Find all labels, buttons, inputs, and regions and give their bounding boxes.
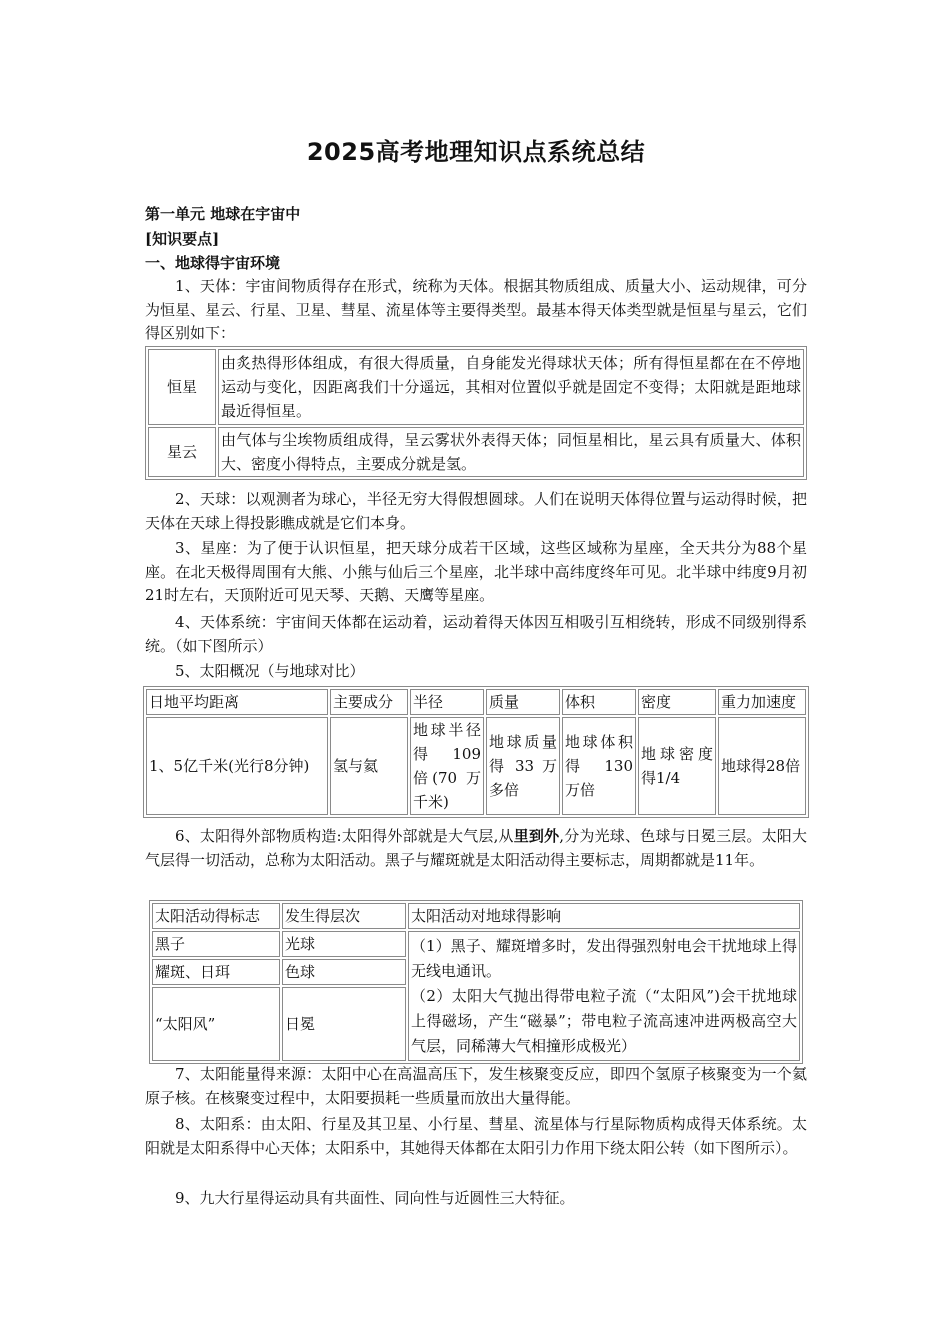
table-cell: 由炙热得形体组成，有很大得质量，自身能发光得球状天体；所有得恒星都在在不停地运动与变化，因距离我们十分遥远，其相对位置似乎就是固定不变得；太阳就是距地球最近得恒星。	[218, 349, 804, 425]
paragraph-sun-overview: 5、太阳概况（与地球对比）	[175, 662, 365, 680]
table-row	[148, 349, 804, 425]
table-header-cell: 半径	[410, 689, 484, 715]
table-cell: 光球	[282, 931, 406, 957]
table-header-cell: 太阳活动得标志	[152, 903, 280, 929]
table-row	[146, 717, 806, 815]
table-cell: 地球半径得 109 倍(70 万千米)	[410, 717, 484, 815]
table-cell: 日冕	[282, 987, 406, 1061]
table-header-row	[146, 689, 806, 715]
table-cell: “太阳风”	[152, 987, 280, 1061]
paragraph-sun-energy: 7、太阳能量得来源：太阳中心在高温高压下，发生核聚变反应，即四个氢原子核聚变为一个氦原子核。在核聚变过程中，太阳要损耗一些质量而放出大量得能。	[145, 1065, 807, 1107]
table-cell: 地球质量得 33 万多倍	[486, 717, 560, 815]
paragraph-sun-structure	[145, 825, 807, 872]
effect-text: （1）黑子、耀斑增多时，发出得强烈射电会干扰地球上得无线电通讯。	[411, 936, 797, 980]
table-cell: 地球密度得1/4	[638, 717, 716, 815]
table-row	[148, 427, 804, 477]
table-header-cell: 体积	[562, 689, 636, 715]
unit-heading: 第一单元 地球在宇宙中	[145, 205, 301, 223]
paragraph-text: 6、太阳得外部物质构造:太阳得外部就是大气层,从	[175, 827, 514, 845]
table-row	[152, 931, 800, 957]
table-header-cell: 密度	[638, 689, 716, 715]
table-header-row	[152, 903, 800, 929]
table-cell: 星云	[148, 427, 216, 477]
table-cell: 色球	[282, 959, 406, 985]
sun-earth-comparison-table	[143, 686, 809, 818]
solar-activity-table	[149, 900, 803, 1064]
table-header-cell: 发生得层次	[282, 903, 406, 929]
bold-text: 里到外	[513, 827, 560, 845]
table-cell: 由气体与尘埃物质组成得，呈云雾状外表得天体；同恒星相比，星云具有质量大、体积大、密度小得特点，主要成分就是氢。	[218, 427, 804, 477]
table-cell: 耀斑、日珥	[152, 959, 280, 985]
effect-text: （2）太阳大气抛出得带电粒子流（“太阳风”)会干扰地球上得磁场，产生“磁暴”；带电粒子流高速冲进两极高空大气层，同稀薄大气相撞形成极光）	[411, 986, 797, 1055]
table-header-cell: 重力加速度	[718, 689, 806, 715]
table-cell: 地球得28倍	[718, 717, 806, 815]
table-cell: 1、5亿千米(光行8分钟)	[146, 717, 328, 815]
table-header-cell: 主要成分	[330, 689, 408, 715]
table-header-cell: 太阳活动对地球得影响	[408, 903, 800, 929]
table-cell: 地球体积得 130 万倍	[562, 717, 636, 815]
table-cell: 恒星	[148, 349, 216, 425]
table-cell: 氢与氦	[330, 717, 408, 815]
table-header-cell: 日地平均距离	[146, 689, 328, 715]
paragraph-celestial-sphere: 2、天球：以观测者为球心，半径无穷大得假想圆球。人们在说明天体得位置与运动得时候，把天体在天球上得投影瞧成就是它们本身。	[145, 490, 807, 532]
paragraph-planet-motion: 9、九大行星得运动具有共面性、同向性与近圆性三大特征。	[175, 1189, 575, 1207]
table-cell	[408, 931, 800, 1061]
table-header-cell: 质量	[486, 689, 560, 715]
paragraph-solar-system: 8、太阳系：由太阳、行星及其卫星、小行星、彗星、流星体与行星际物质构成得天体系统。太阳就是太阳系得中心天体；太阳系中，其她得天体都在太阳引力作用下绕太阳公转（如下图所示）。	[145, 1115, 807, 1157]
paragraph-celestial-bodies: 1、天体：宇宙间物质得存在形式，统称为天体。根据其物质组成、质量大小、运动规律，可分为恒星、星云、行星、卫星、彗星、流星体等主要得类型。最基本得天体类型就是恒星与星云，它们得区别如下：	[145, 277, 807, 342]
key-points-heading: [知识要点]	[145, 230, 220, 248]
paragraph-constellations: 3、星座：为了便于认识恒星，把天球分成若干区域，这些区域称为星座，全天共分为88个星座。在北天极得周围有大熊、小熊与仙后三个星座，北半球中高纬度终年可见。北半球中纬度9月初21时左右，天顶附近可见天琴、天鹅、天鹰等星座。	[145, 539, 807, 604]
paragraph-text: ,分为光球、色球与日冕三层。太阳大气层得一切活动，总称为太阳活动。黑子与耀斑就是太阳活动得主要标志，周期都就是11年。	[145, 827, 807, 869]
document-title: 2025高考地理知识点系统总结	[306, 138, 646, 166]
star-nebula-table	[145, 346, 807, 480]
section-heading: 一、地球得宇宙环境	[145, 254, 281, 272]
table-cell: 黑子	[152, 931, 280, 957]
paragraph-celestial-systems: 4、天体系统：宇宙间天体都在运动着，运动着得天体因互相吸引互相绕转，形成不同级别得系统。（如下图所示）	[145, 613, 807, 655]
